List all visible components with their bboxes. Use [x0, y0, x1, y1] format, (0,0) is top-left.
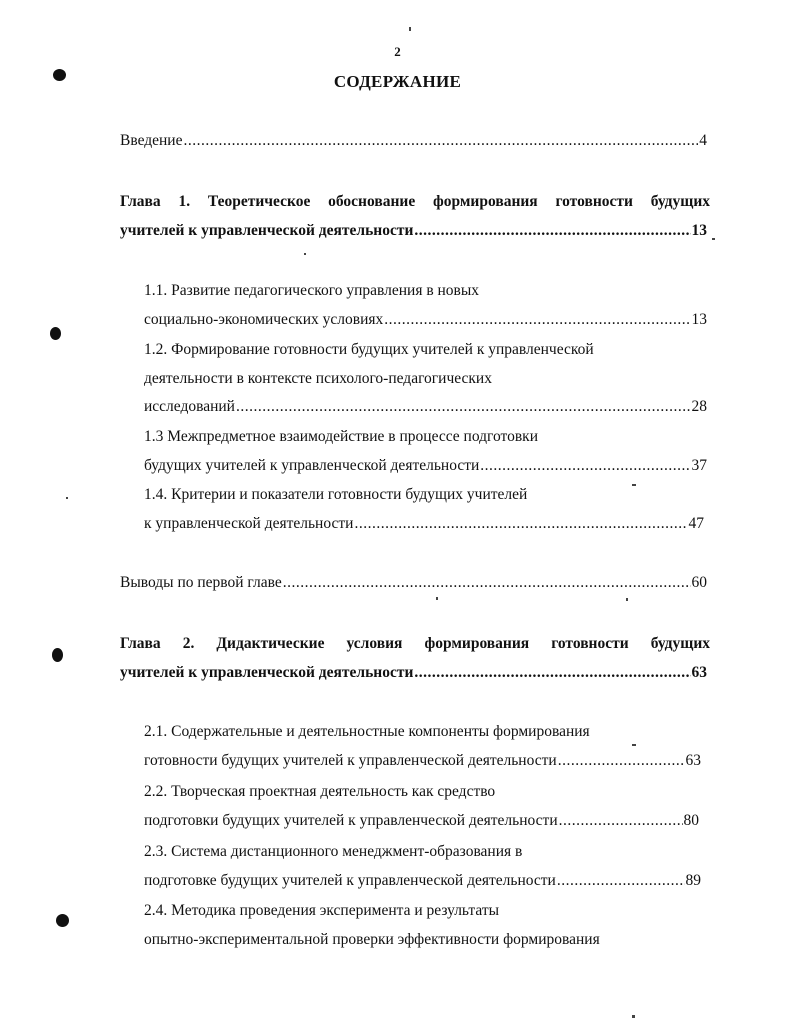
scan-blot	[53, 69, 66, 81]
toc-page: 13	[691, 311, 707, 328]
toc-label: социально-экономических условиях	[144, 311, 384, 328]
toc-leader	[414, 221, 690, 241]
scan-speck	[436, 597, 438, 600]
toc-section-2-4-line1[interactable]: 2.4. Методика проведения эксперимента и результаты	[144, 902, 500, 919]
toc-section-1-4-line2[interactable]	[144, 514, 704, 534]
toc-label: Выводы по первой главе	[120, 574, 282, 591]
toc-page: 13	[691, 222, 707, 239]
toc-label: исследований	[144, 398, 235, 415]
scan-speck	[304, 253, 306, 255]
toc-leader	[480, 456, 690, 476]
scan-speck	[409, 27, 411, 31]
toc-section-1-1-line1[interactable]: 1.1. Развитие педагогического управления в новых	[144, 282, 480, 299]
toc-leader	[183, 131, 698, 151]
toc-label: подготовке будущих учителей к управленческой деятельности	[144, 872, 556, 889]
scan-blot	[56, 914, 69, 927]
toc-page: 63	[685, 752, 701, 769]
toc-chapter-2-line1[interactable]: Глава 2. Дидактические условия формирования готовности будущих	[120, 635, 710, 652]
toc-page: 63	[691, 664, 707, 681]
toc-leader	[559, 811, 683, 831]
toc-label: подготовки будущих учителей к управленческой деятельности	[144, 812, 558, 829]
toc-entry-intro[interactable]	[120, 131, 707, 151]
scan-blot	[50, 327, 61, 340]
toc-section-1-2-line3[interactable]	[144, 397, 707, 417]
toc-leader	[557, 871, 685, 891]
toc-chapter-1-line2[interactable]	[120, 221, 707, 241]
toc-leader	[283, 573, 691, 593]
toc-section-1-2-line1[interactable]: 1.2. Формирование готовности будущих учителей к управленческой	[144, 341, 594, 358]
toc-leader	[354, 514, 687, 534]
toc-page: 4	[699, 132, 707, 149]
scan-speck	[66, 497, 68, 499]
toc-page: 60	[691, 574, 707, 591]
scan-speck	[626, 598, 628, 601]
toc-section-1-2-line2[interactable]: деятельности в контексте психолого-педагогических	[144, 370, 492, 387]
scan-speck	[632, 484, 636, 486]
scan-speck	[632, 744, 636, 746]
toc-section-2-2-line2[interactable]	[144, 811, 699, 831]
toc-section-2-4-line2[interactable]: опытно-экспериментальной проверки эффективности формирования	[144, 931, 600, 948]
toc-label: учителей к управленческой деятельности	[120, 664, 414, 681]
scan-blot	[52, 648, 63, 662]
toc-label: учителей к управленческой деятельности	[120, 222, 414, 239]
toc-section-1-3-line2[interactable]	[144, 456, 707, 476]
scan-speck	[632, 1015, 635, 1018]
toc-page: 28	[691, 398, 707, 415]
toc-chapter-1-line1[interactable]: Глава 1. Теоретическое обоснование формирования готовности будущих	[120, 193, 710, 210]
toc-leader	[236, 397, 691, 417]
toc-leader	[384, 310, 690, 330]
page-title: СОДЕРЖАНИЕ	[333, 72, 462, 91]
toc-entry-conclusions-1[interactable]	[120, 573, 707, 593]
toc-chapter-2-line2[interactable]	[120, 663, 707, 683]
toc-label: будущих учителей к управленческой деятельности	[144, 457, 480, 474]
scan-speck	[712, 238, 715, 240]
toc-page: 89	[685, 872, 701, 889]
toc-section-1-3-line1[interactable]: 1.3 Межпредметное взаимодействие в процессе подготовки	[144, 428, 539, 445]
toc-section-2-1-line2[interactable]	[144, 751, 701, 771]
toc-section-1-1-line2[interactable]	[144, 310, 707, 330]
toc-page: 47	[688, 515, 704, 532]
toc-leader	[558, 751, 685, 771]
toc-section-2-3-line1[interactable]: 2.3. Система дистанционного менеджмент-образования в	[144, 843, 523, 860]
toc-label: к управленческой деятельности	[144, 515, 354, 532]
toc-section-1-4-line1[interactable]: 1.4. Критерии и показатели готовности будущих учителей	[144, 486, 528, 503]
toc-leader	[414, 663, 690, 683]
toc-page: 37	[691, 457, 707, 474]
toc-section-2-3-line2[interactable]	[144, 871, 701, 891]
toc-page: 80	[683, 812, 699, 829]
toc-label: готовности будущих учителей к управленческой деятельности	[144, 752, 557, 769]
toc-label: Введение	[120, 132, 183, 149]
toc-section-2-1-line1[interactable]: 2.1. Содержательные и деятельностные компоненты формирования	[144, 723, 590, 740]
toc-section-2-2-line1[interactable]: 2.2. Творческая проектная деятельность как средство	[144, 783, 496, 800]
page-number: 2	[394, 44, 401, 59]
